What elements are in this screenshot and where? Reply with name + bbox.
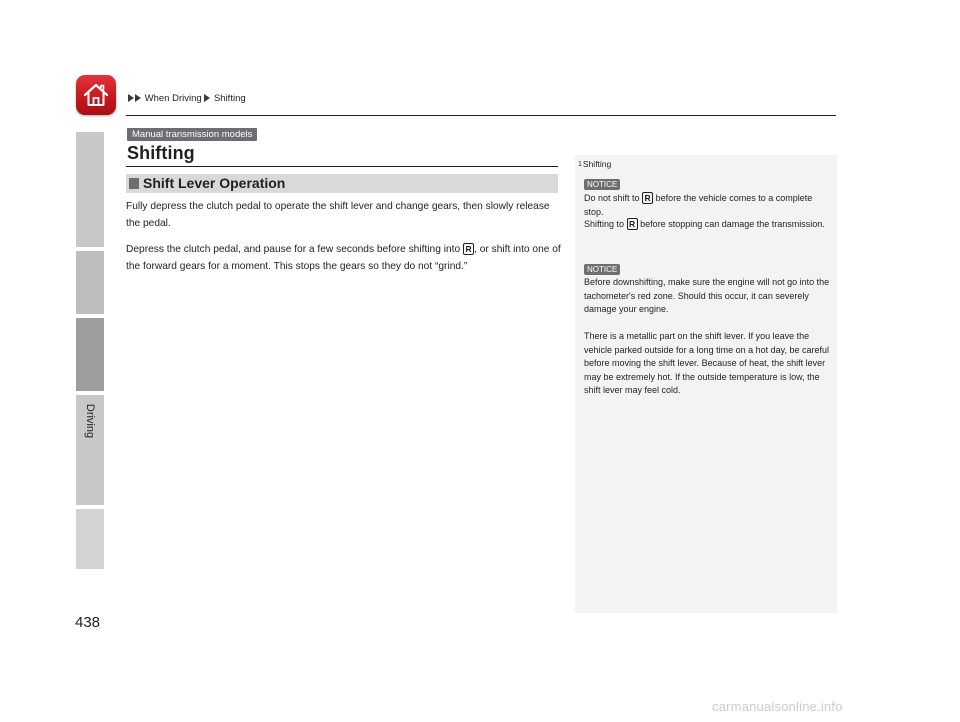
sidebar-tab[interactable] <box>76 251 104 314</box>
sidebar-section-label: Driving <box>84 403 96 439</box>
page-number: 438 <box>75 614 101 631</box>
model-tag: Manual transmission models <box>127 128 257 141</box>
breadcrumb <box>128 93 246 104</box>
notice-badge: NOTICE <box>584 264 620 275</box>
section-header <box>126 174 558 193</box>
notice-text: Before downshifting, make sure the engine will not go into the tachometer's red zone. Should this occur, it can severely damage your engine. <box>584 277 830 314</box>
sidebar-tab-driving[interactable] <box>76 318 104 391</box>
side-note-title <box>578 159 611 169</box>
body-text: Depress the clutch pedal, and pause for a few seconds before shifting into <box>126 244 463 255</box>
body-paragraph: Fully depress the clutch pedal to operate the shift lever and change gears, then slowly release the pedal. <box>126 201 550 229</box>
reference-number: 1 <box>578 161 582 168</box>
page-title: Shifting <box>127 143 195 163</box>
breadcrumb-arrow-icon <box>204 94 210 102</box>
body-paragraph <box>126 242 566 275</box>
section-title: Shift Lever Operation <box>143 175 286 191</box>
gear-r-key: R <box>627 218 638 230</box>
header-divider <box>126 115 836 116</box>
watermark: carmanualsonline.info <box>712 699 843 714</box>
notice-text <box>584 192 830 219</box>
home-button[interactable] <box>76 75 116 115</box>
home-icon <box>82 81 110 109</box>
title-divider <box>126 166 558 167</box>
notice-text-part: before the vehicle comes to a complete stop. <box>584 193 813 217</box>
notice-text-part: Do not shift to <box>584 193 643 203</box>
gear-r-key: R <box>642 192 653 204</box>
side-note-title-text: Shifting <box>582 159 612 169</box>
notice-text <box>584 218 830 232</box>
breadcrumb-link-when-driving[interactable]: When Driving <box>144 93 202 104</box>
body-text: , or shift into one of the forward gears for a moment. This stops the gears so they do not “grind.” <box>126 244 561 272</box>
note-text: There is a metallic part on the shift lever. If you leave the vehicle parked outside for a long time on a hot day, be careful before moving the shift lever. Because of heat, the shift lever may be extremely hot. If the outside temperature is low, the shift lever may feel cold. <box>584 331 829 395</box>
breadcrumb-arrow-icon <box>128 94 134 102</box>
notice-text-part: Shifting to <box>584 219 627 229</box>
breadcrumb-arrow-icon <box>135 94 141 102</box>
section-square-icon <box>129 178 139 189</box>
notice-badge: NOTICE <box>584 179 620 190</box>
sidebar-tab[interactable] <box>76 509 104 569</box>
gear-r-key: R <box>463 243 474 255</box>
breadcrumb-current: Shifting <box>213 93 246 104</box>
notice-text-part: before stopping can damage the transmission. <box>637 219 825 229</box>
sidebar-tab[interactable] <box>76 132 104 247</box>
